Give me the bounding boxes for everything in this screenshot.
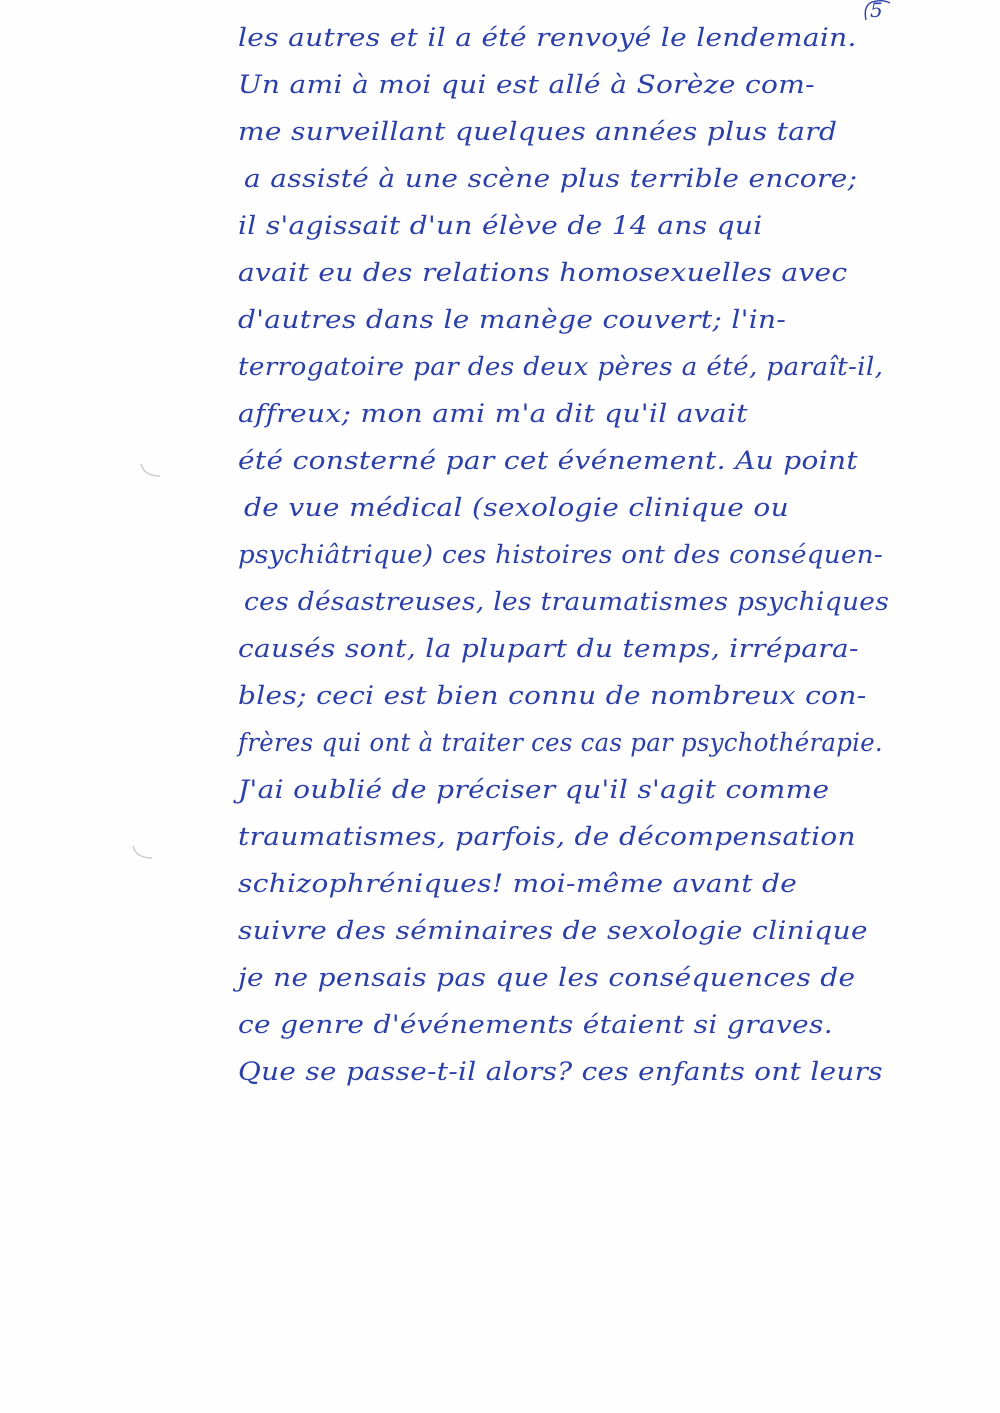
manuscript-line: ce genre d'événements étaient si graves.: [238, 1010, 833, 1039]
manuscript-line: bles; ceci est bien connu de nombreux con-: [238, 681, 867, 710]
manuscript-line: me surveillant quelques années plus tard: [238, 117, 838, 146]
page-number: 5: [870, 0, 883, 22]
manuscript-line: schizophréniques! moi-même avant de: [238, 869, 798, 898]
manuscript-line: causés sont, la plupart du temps, irrépara-: [238, 634, 859, 663]
manuscript-line: Un ami à moi qui est allé à Sorèze com-: [238, 70, 815, 99]
manuscript-line: traumatismes, parfois, de décompensation: [238, 822, 856, 851]
manuscript-line: suivre des séminaires de sexologie clinique: [238, 916, 868, 945]
manuscript-line: J'ai oublié de préciser qu'il s'agit comme: [238, 775, 830, 804]
manuscript-line: terrogatoire par des deux pères a été, paraît-il,: [238, 352, 884, 381]
manuscript-line: avait eu des relations homosexuelles avec: [238, 258, 848, 287]
punch-hole-mark: [138, 456, 164, 482]
handwritten-text: [238, 18, 888, 1099]
manuscript-line: a assisté à une scène plus terrible encore;: [244, 164, 858, 193]
manuscript-line: ces désastreuses, les traumatismes psychiques: [244, 587, 890, 616]
manuscript-line: frères qui ont à traiter ces cas par psychothérapie.: [238, 728, 883, 757]
manuscript-line: de vue médical (sexologie clinique ou: [244, 493, 789, 522]
manuscript-line: été consterné par cet événement. Au point: [238, 446, 858, 475]
manuscript-line: d'autres dans le manège couvert; l'in-: [238, 305, 787, 334]
manuscript-line: Que se passe-t-il alors? ces enfants ont leurs: [238, 1057, 883, 1086]
manuscript-line: psychiâtrique) ces histoires ont des conséquen-: [238, 540, 884, 569]
manuscript-line: je ne pensais pas que les conséquences de: [238, 963, 856, 992]
punch-hole-mark: [130, 838, 156, 864]
manuscript-line: il s'agissait d'un élève de 14 ans qui: [238, 211, 763, 240]
manuscript-line: affreux; mon ami m'a dit qu'il avait: [238, 399, 748, 428]
manuscript-line: les autres et il a été renvoyé le lendemain.: [238, 23, 857, 52]
